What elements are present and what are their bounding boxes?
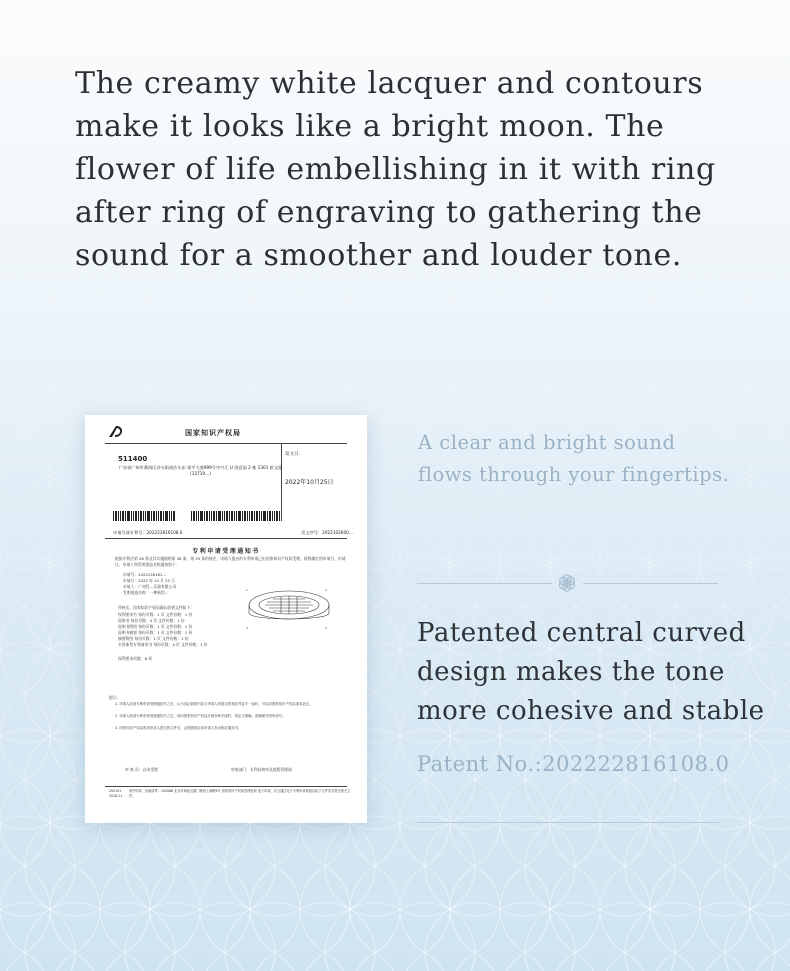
files-intro: 经核实，国家知识产权局确认收到文件如下： [118, 605, 194, 610]
ip-office-logo-icon [107, 423, 127, 441]
tagline [418, 427, 758, 491]
examiner: 审 查 员：自动受理 [125, 767, 158, 772]
bottom-divider [417, 822, 719, 823]
divider [105, 786, 347, 787]
footer-code: 2018.11 [109, 794, 123, 798]
intro-paragraph [75, 62, 735, 277]
recipient-address: 广东省广州市番禺区沙头街道沙头东 银平大道999号中兴汇 U 创意园 2 栋 2301 欧文桂(13719…) [118, 465, 283, 476]
feature-line: more cohesive and stable [417, 696, 765, 726]
intro-line: flower of life embellishing in it with ring [75, 152, 716, 187]
file-line: 说明书摘要 每份页数：1 页 文件份数：1 份 [118, 630, 193, 635]
divider-right [583, 583, 718, 584]
product-drawing [245, 583, 333, 633]
svg-text:1: 1 [246, 588, 248, 592]
file-line: 摘要附图 每份页数：1 页 文件份数：1 份 [118, 636, 189, 641]
tagline-line: A clear and bright sound [418, 431, 676, 454]
intro-line: make it looks like a bright moon. The [75, 109, 665, 144]
office-name: 国家知识产权局 [185, 429, 241, 437]
claims-count: 权利要求项数：8 项 [118, 656, 152, 661]
patent-certificate [85, 415, 367, 823]
intro-line: sound for a smoother and louder tone. [75, 238, 682, 273]
file-line: 权利要求书 每份页数：1 页 文件份数：1 份 [118, 612, 193, 617]
file-line: 实用新型专利请求书 每份页数：4 页 文件份数：1 份 [118, 642, 208, 647]
divider [105, 443, 347, 444]
notice-intro: 根据专利法第 28 条及其实施细则第 38 条、第 39 条的规定，申请人提出的专利申请已由国家知识产权局受理。现将确定的申请号、申请日、申请人和发明创造名称通知如下： [115, 556, 346, 567]
barcodes [113, 511, 353, 521]
intro-line: The creamy white lacquer and contours [75, 66, 704, 101]
application-number-row [113, 530, 353, 536]
document-serial: 发文序号：2022102600… [301, 530, 353, 535]
svg-text:2: 2 [325, 588, 327, 592]
intro-line: after ring of engraving to gathering the [75, 195, 703, 230]
svg-text:3: 3 [246, 626, 248, 630]
postal-code: 511400 [118, 455, 148, 463]
send-date-label: 发文日： [285, 452, 303, 457]
notes-label: 提示： [109, 695, 121, 700]
send-date: 2022年10月25日 [285, 479, 334, 486]
svg-text:4: 4 [325, 626, 327, 630]
detail-line: 发明创造名称：一种新型… [123, 590, 169, 595]
note-line: 2. 申请人收到专利申请受理通知书之后，再向国家知识产权局办理各种手续时，均应当准确、清晰地写明申请号。 [115, 714, 286, 718]
divider-left [417, 583, 552, 584]
note-line: 1. 申请人收到专利申请受理通知书之后，认为其记载的内容与申请人所提交的相应内容不一致时，可以向国家知识产权局请求更正。 [115, 702, 313, 706]
application-number: 申请号或专利号：202222816108.0 [113, 530, 183, 535]
feature-line: design makes the tone [417, 657, 725, 687]
feature-heading [417, 614, 777, 731]
detail-line: 申请日：2022 年 10 月 25 日 [123, 578, 175, 583]
flower-of-life-icon [556, 572, 578, 594]
patent-number: Patent No.:202222816108.0 [417, 752, 730, 776]
footer-code: 200101 [109, 789, 122, 793]
divider [105, 538, 347, 539]
detail-line: 申请号：2022228161… [123, 572, 167, 577]
file-line: 说明书附图 每份页数：1 页 文件份数：1 份 [118, 624, 193, 629]
note-line: 3. 国家知识产权局收到申请人提交的文件后，会按照规定向申请人发出相应通知书。 [115, 726, 242, 730]
footer-text: 纸件申请，回函请寄：100088 北京市海淀区蓟门桥西土城路6号 国家知识产权局受理处收 电子申请，应当通过电子专利申请系统以电子文件形式提交相关文件。 [129, 789, 351, 798]
notice-title: 专利申请受理通知书 [192, 548, 260, 555]
feature-line: Patented central curved [417, 618, 746, 648]
tagline-line: flows through your fingertips. [418, 463, 730, 486]
file-line: 说明书 每份页数：4 页 文件份数：1 份 [118, 618, 185, 623]
department: 审查部门：专利局初审及流程管理部 [231, 767, 292, 772]
detail-line: 申请人：广州凭…乐器有限公司 [123, 584, 177, 589]
divider [281, 443, 282, 521]
